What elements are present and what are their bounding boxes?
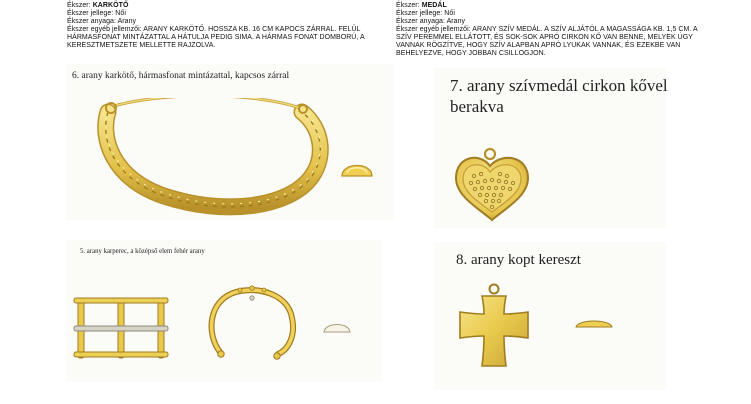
- spec-material-label: Ékszer anyaga:: [396, 18, 445, 25]
- coptic-cross-drawing: [452, 282, 536, 374]
- spec-character-value: Női: [444, 10, 455, 17]
- bangle-drawing-panel: [66, 240, 382, 382]
- spec-other-row: [396, 26, 716, 34]
- spec-other-line: HÁRMASFONAT MINTÁZATTAL A HÁTULJA PEDIG SIMA. A HÁRMAS FONAT DOMBORÚ, A: [67, 34, 365, 41]
- bracelet-spec: [67, 2, 392, 50]
- bangle-side-view-drawing: [202, 284, 302, 364]
- spec-other-line: ARANY SZÍV MEDÁL. A SZÍV ALJÁTÓL A MAGASSÁGA KB. 1,5 CM. A: [472, 26, 698, 33]
- spec-material-row: [396, 18, 716, 26]
- cross-section: [574, 316, 614, 330]
- spec-other-line: KERESZTMETSZETE MELLETTE RAJZOLVA.: [67, 42, 216, 49]
- spec-other-label: Ékszer egyéb jellemzői:: [67, 26, 142, 33]
- spec-type-label: Ékszer:: [67, 2, 91, 9]
- caption-pendant-line2: berakva: [450, 97, 504, 116]
- caption-bracelet: 6. arany karkötő, hármasfonat mintázattal, kapcsos zárral: [72, 71, 290, 81]
- spec-other-label: Ékszer egyéb jellemzői:: [396, 26, 471, 33]
- spec-character-value: Női: [115, 10, 126, 17]
- spec-material-row: [67, 18, 392, 26]
- spec-other-line: VANNAK RÖGZÍTVE, HOGY SZÍV ALAPBAN APRÓ LYUKAK VANNAK, ÉS EZEKBE VAN: [396, 42, 681, 49]
- braided-bracelet-drawing: [94, 98, 354, 218]
- spec-other-row: [67, 26, 392, 34]
- bracelet-cross-section: [340, 158, 374, 180]
- spec-type-value: MEDÁL: [421, 2, 447, 9]
- pendant-drawing-panel: [434, 68, 666, 228]
- caption-pendant-line1: 7. arany szívmedál cirkon kővel: [450, 76, 668, 95]
- spec-other-line: SZÍV PEREMMEL ELLÁTOTT, ÉS SOK-SOK APRÓ CIRKON KŐ VAN BENNE, MELYEK ÚGY: [396, 34, 693, 41]
- spec-character-row: [67, 10, 392, 18]
- bangle-flat-view-drawing: [72, 294, 172, 362]
- caption-bangle: 5. arany karperec, a középső elem fehér arany: [80, 248, 205, 255]
- spec-type-row: [396, 2, 716, 10]
- spec-material-value: Arany: [117, 18, 137, 25]
- spec-other-line: ARANY KARKÖTŐ. HOSSZA KB. 16 CM KAPOCS ZÁRRAL. FELÜL: [143, 26, 361, 33]
- pendant-spec: [396, 2, 716, 58]
- spec-other-line: BEHELYEZVE, HOGY JOBBAN CSILLOGJON.: [396, 50, 546, 57]
- cross-drawing-panel: [434, 242, 666, 390]
- bangle-cross-section: [322, 320, 352, 334]
- spec-type-row: [67, 2, 392, 10]
- spec-material-value: Arany: [446, 18, 466, 25]
- caption-cross: 8. arany kopt kereszt: [456, 252, 581, 268]
- spec-material-label: Ékszer anyaga:: [67, 18, 116, 25]
- spec-type-label: Ékszer:: [396, 2, 420, 9]
- spec-character-label: Ékszer jellege:: [396, 10, 443, 17]
- spec-character-label: Ékszer jellege:: [67, 10, 114, 17]
- spec-type-value: KARKÖTŐ: [92, 2, 129, 9]
- spec-character-row: [396, 10, 716, 18]
- bracelet-drawing-panel: [66, 64, 394, 220]
- heart-pendant-drawing: [450, 146, 534, 224]
